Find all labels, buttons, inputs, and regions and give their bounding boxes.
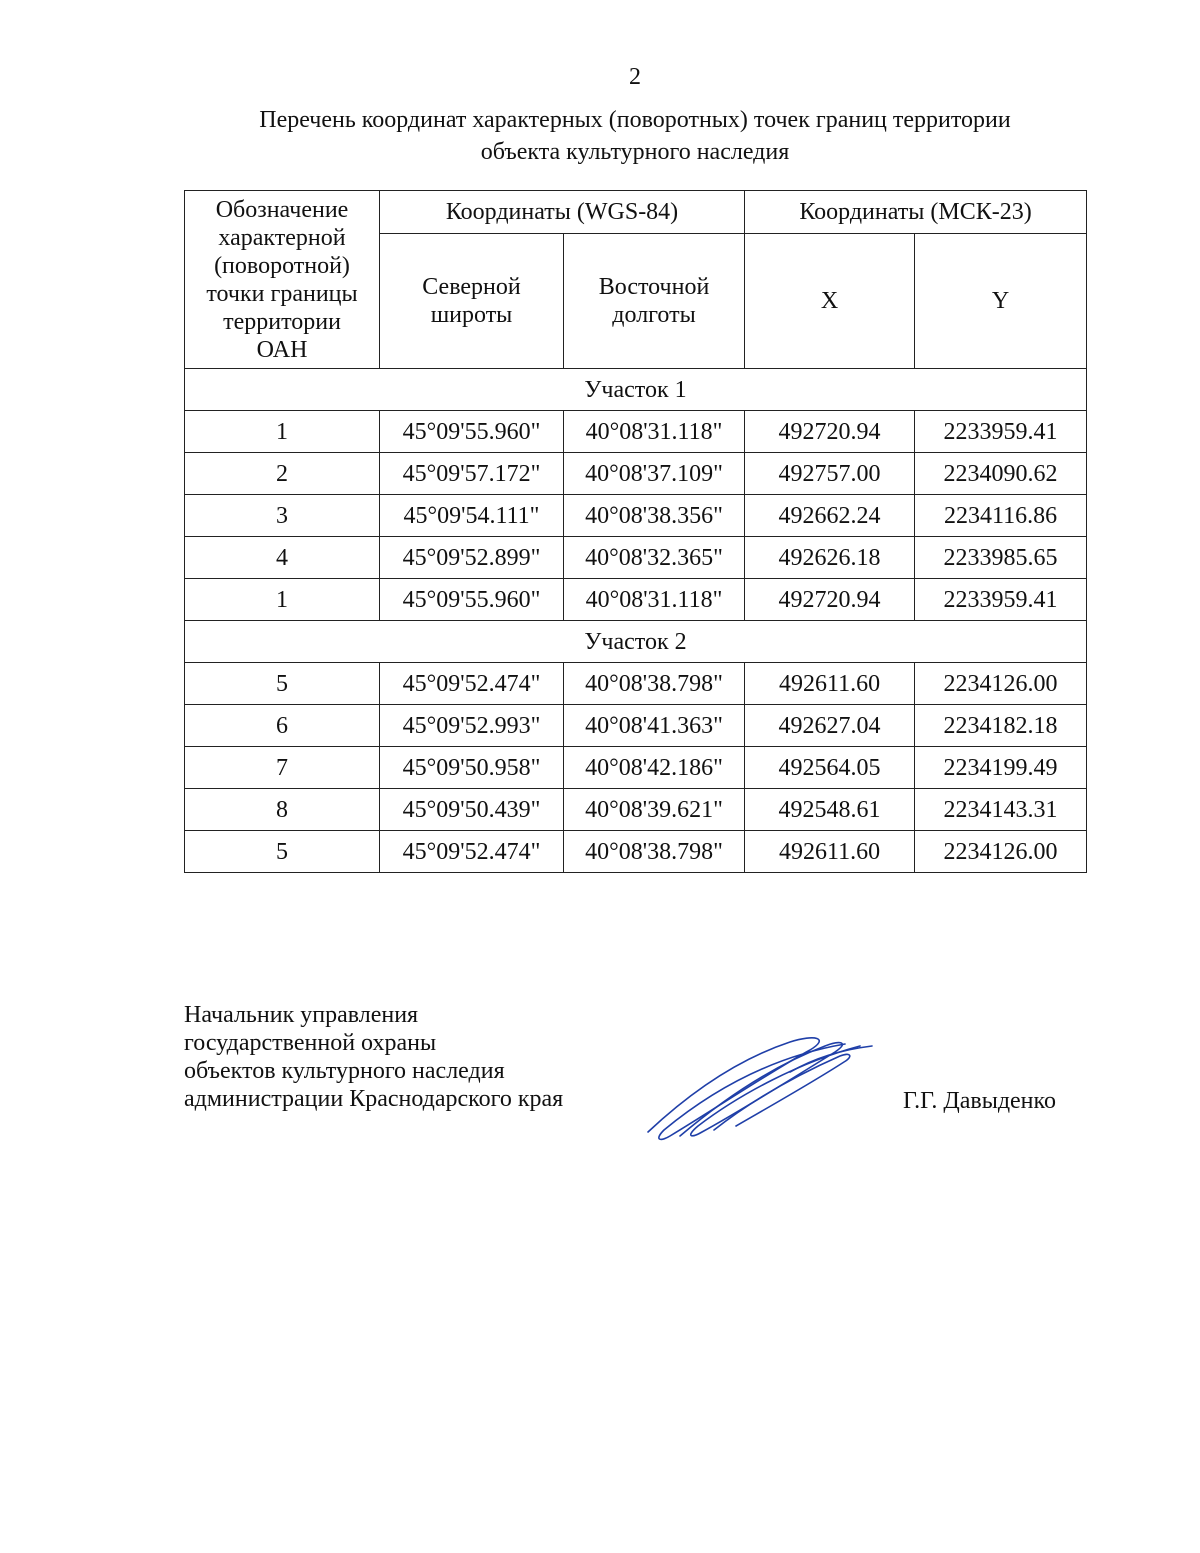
table-row [185,705,1087,747]
latitude-cell: 45°09'52.474" [380,831,564,873]
x-coordinate-cell: 492564.05 [745,747,915,789]
table-row [185,579,1087,621]
point-number-cell: 1 [185,411,380,453]
latitude-cell: 45°09'55.960" [380,411,564,453]
x-coordinate-cell: 492757.00 [745,453,915,495]
document-title-line-2: объекта культурного наследия [480,139,790,165]
y-coordinate-cell: 2234090.62 [915,453,1087,495]
point-number-cell: 8 [185,789,380,831]
y-coordinate-cell: 2233959.41 [915,411,1087,453]
point-number-cell: 5 [185,831,380,873]
table-row [185,537,1087,579]
y-coordinate-cell: 2233959.41 [915,579,1087,621]
longitude-cell: 40°08'42.186" [564,747,745,789]
x-coordinate-cell: 492626.18 [745,537,915,579]
longitude-cell: 40°08'31.118" [564,411,745,453]
y-coordinate-cell: 2234126.00 [915,663,1087,705]
point-number-cell: 1 [185,579,380,621]
latitude-cell: 45°09'54.111" [380,495,564,537]
signatory-name: Г.Г. Давыденко [903,1088,1056,1114]
longitude-cell: 40°08'39.621" [564,789,745,831]
longitude-cell: 40°08'32.365" [564,537,745,579]
point-number-cell: 6 [185,705,380,747]
header-point-designation: Обозначение характерной (поворотной) точки границы территории ОАН [185,191,380,369]
point-number-cell: 4 [185,537,380,579]
coordinates-table [184,190,1087,873]
x-coordinate-cell: 492611.60 [745,831,915,873]
x-coordinate-cell: 492662.24 [745,495,915,537]
x-coordinate-cell: 492720.94 [745,579,915,621]
section-row [185,369,1087,411]
point-number-cell: 7 [185,747,380,789]
longitude-cell: 40°08'38.356" [564,495,745,537]
latitude-cell: 45°09'50.439" [380,789,564,831]
header-east-longitude: Восточной долготы [564,234,745,369]
signatory-position-line: объектов культурного наследия [184,1058,505,1084]
point-number-cell: 5 [185,663,380,705]
table-row [185,789,1087,831]
signatory-position-line: государственной охраны [184,1030,437,1056]
longitude-cell: 40°08'41.363" [564,705,745,747]
signatory-position-line: Начальник управления [184,1002,419,1028]
header-wgs84: Координаты (WGS-84) [380,191,745,234]
latitude-cell: 45°09'52.899" [380,537,564,579]
header-x: X [745,234,915,369]
table-row [185,747,1087,789]
point-number-cell: 2 [185,453,380,495]
signature-strokes [648,1038,872,1140]
table-row [185,663,1087,705]
latitude-cell: 45°09'52.993" [380,705,564,747]
y-coordinate-cell: 2234116.86 [915,495,1087,537]
signatory-position [184,1001,563,1113]
latitude-cell: 45°09'57.172" [380,453,564,495]
latitude-cell: 45°09'55.960" [380,579,564,621]
handwritten-signature [640,1032,880,1147]
x-coordinate-cell: 492611.60 [745,663,915,705]
section-row [185,621,1087,663]
document-title [170,104,1100,168]
header-msk23: Координаты (МСК-23) [745,191,1087,234]
table-row [185,831,1087,873]
section-label: Участок 1 [185,369,1087,411]
table-row [185,495,1087,537]
table-row [185,411,1087,453]
section-label: Участок 2 [185,621,1087,663]
table-row [185,453,1087,495]
document-title-line-1: Перечень координат характерных (поворотных) точек границ территории [259,107,1011,133]
latitude-cell: 45°09'52.474" [380,663,564,705]
coordinates-table-body [185,369,1087,873]
header-north-latitude: Северной широты [380,234,564,369]
x-coordinate-cell: 492627.04 [745,705,915,747]
longitude-cell: 40°08'38.798" [564,831,745,873]
page-number: 2 [629,64,641,90]
y-coordinate-cell: 2234199.49 [915,747,1087,789]
longitude-cell: 40°08'31.118" [564,579,745,621]
y-coordinate-cell: 2234143.31 [915,789,1087,831]
header-y: Y [915,234,1087,369]
y-coordinate-cell: 2234126.00 [915,831,1087,873]
latitude-cell: 45°09'50.958" [380,747,564,789]
x-coordinate-cell: 492720.94 [745,411,915,453]
point-number-cell: 3 [185,495,380,537]
x-coordinate-cell: 492548.61 [745,789,915,831]
y-coordinate-cell: 2233985.65 [915,537,1087,579]
longitude-cell: 40°08'38.798" [564,663,745,705]
longitude-cell: 40°08'37.109" [564,453,745,495]
y-coordinate-cell: 2234182.18 [915,705,1087,747]
signatory-position-line: администрации Краснодарского края [184,1086,564,1112]
